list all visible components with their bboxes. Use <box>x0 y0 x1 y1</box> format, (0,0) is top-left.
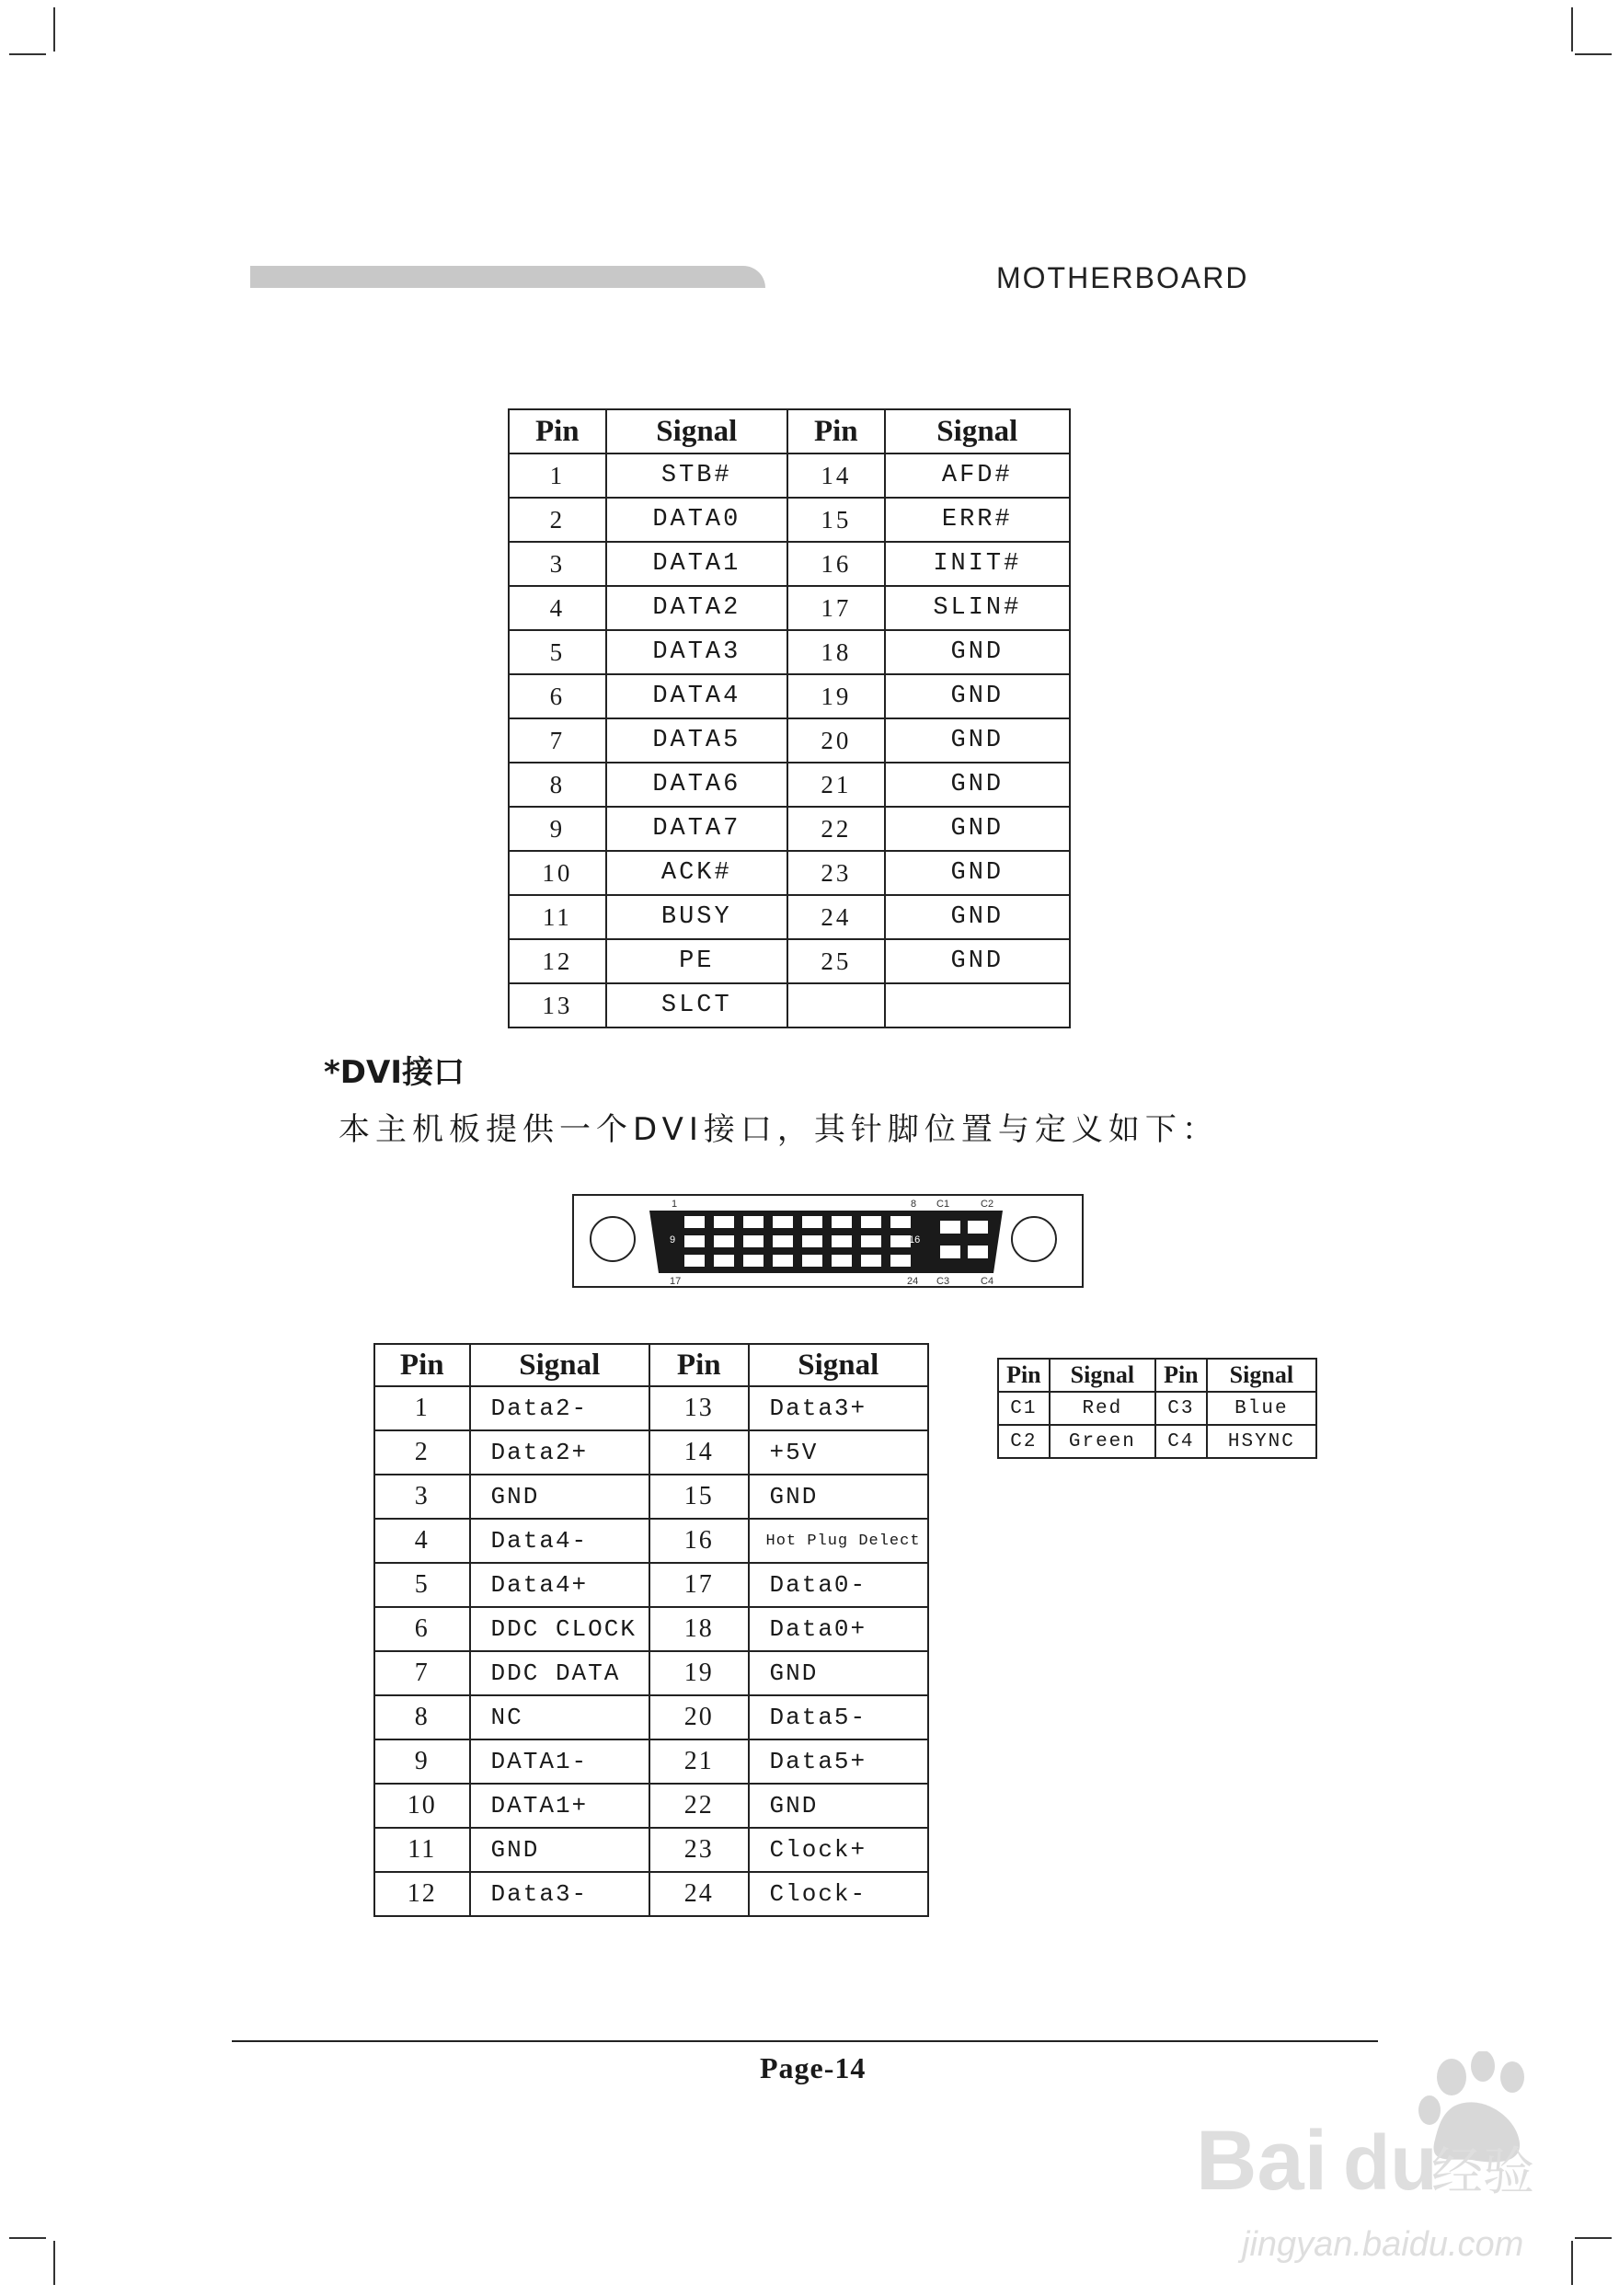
signal-name-cell: Data0- <box>749 1563 928 1607</box>
pin-label: C3 <box>936 1276 950 1287</box>
watermark-cn: 经验 <box>1431 2142 1534 2202</box>
signal-name-cell: Clock- <box>749 1872 928 1916</box>
pin-number-cell: 11 <box>509 895 606 939</box>
table-row <box>374 1475 928 1519</box>
pin-number-cell: 2 <box>374 1430 470 1475</box>
footer-divider <box>232 2040 1378 2042</box>
table-row <box>509 939 1070 983</box>
signal-name-cell: AFD# <box>885 453 1070 498</box>
table-header-row <box>374 1344 928 1386</box>
signal-name-cell: DATA5 <box>606 718 787 763</box>
pin-label: 24 <box>907 1276 919 1287</box>
signal-name-cell: Data3+ <box>749 1386 928 1430</box>
signal-name-cell: GND <box>885 807 1070 851</box>
pin-label: C1 <box>936 1199 950 1210</box>
dvi-pin <box>890 1216 911 1228</box>
table-row <box>374 1651 928 1695</box>
dvi-connector-diagram <box>572 1194 1084 1290</box>
baidu-jingyan-watermark <box>1159 2051 1545 2272</box>
signal-name-cell: GND <box>885 895 1070 939</box>
signal-column-header: Signal <box>1207 1359 1316 1392</box>
pin-label: 17 <box>670 1276 682 1287</box>
pin-number-cell: 12 <box>509 939 606 983</box>
pin-label: 9 <box>670 1234 676 1246</box>
table-row <box>374 1784 928 1828</box>
signal-name-cell: GND <box>885 630 1070 674</box>
dvi-section-description: 本主机板提供一个DVI接口，其针脚位置与定义如下： <box>339 1111 1219 1148</box>
pin-number-cell: 15 <box>649 1475 749 1519</box>
signal-name-cell: Data2+ <box>470 1430 649 1475</box>
pin-column-header: Pin <box>509 409 606 453</box>
page-number: Page-14 <box>760 2051 867 2084</box>
signal-name-cell: BUSY <box>606 895 787 939</box>
dvi-pin <box>802 1255 822 1267</box>
dvi-pin <box>773 1216 793 1228</box>
pin-number-cell: C3 <box>1155 1392 1207 1425</box>
dvi-pin <box>773 1255 793 1267</box>
pin-number-cell: 13 <box>509 983 606 1027</box>
signal-name-cell: DDC DATA <box>470 1651 649 1695</box>
pin-column-header: Pin <box>649 1344 749 1386</box>
signal-name-cell: Red <box>1050 1392 1155 1425</box>
pin-number-cell: 25 <box>787 939 885 983</box>
signal-name-cell <box>885 983 1070 1027</box>
pin-number-cell: 18 <box>787 630 885 674</box>
table-row <box>509 807 1070 851</box>
dvi-pin <box>832 1216 852 1228</box>
pin-number-cell: 15 <box>787 498 885 542</box>
dvi-pin <box>684 1216 705 1228</box>
dvi-section-title: *DVI接口 <box>324 1054 465 1091</box>
signal-name-cell: GND <box>885 674 1070 718</box>
pin-label: C4 <box>981 1276 994 1287</box>
signal-name-cell: GND <box>885 851 1070 895</box>
dvi-pin <box>684 1235 705 1247</box>
crop-mark <box>9 53 46 55</box>
pin-label: 16 <box>909 1234 921 1246</box>
pin-number-cell: 5 <box>509 630 606 674</box>
pin-number-cell: 4 <box>509 586 606 630</box>
signal-name-cell: DATA3 <box>606 630 787 674</box>
pin-number-cell <box>787 983 885 1027</box>
pin-number-cell: 20 <box>787 718 885 763</box>
pin-number-cell: 13 <box>649 1386 749 1430</box>
header-title: MOTHERBOARD <box>996 261 1249 294</box>
table-row <box>509 763 1070 807</box>
dvi-pin-table <box>373 1343 929 1917</box>
pin-number-cell: 21 <box>787 763 885 807</box>
pin-number-cell: 11 <box>374 1828 470 1872</box>
pin-number-cell: 3 <box>374 1475 470 1519</box>
pin-number-cell: 8 <box>374 1695 470 1739</box>
pin-number-cell: 21 <box>649 1739 749 1784</box>
pin-number-cell: 12 <box>374 1872 470 1916</box>
signal-name-cell: DATA2 <box>606 586 787 630</box>
pin-number-cell: 17 <box>787 586 885 630</box>
signal-name-cell: NC <box>470 1695 649 1739</box>
crop-mark <box>53 7 55 52</box>
pin-number-cell: 16 <box>649 1519 749 1563</box>
pin-number-cell: 20 <box>649 1695 749 1739</box>
signal-name-cell: ERR# <box>885 498 1070 542</box>
pin-column-header: Pin <box>998 1359 1050 1392</box>
pin-number-cell: 8 <box>509 763 606 807</box>
table-row <box>509 718 1070 763</box>
dvi-pin <box>714 1255 734 1267</box>
dvi-pin <box>802 1235 822 1247</box>
signal-name-cell: Data2- <box>470 1386 649 1430</box>
signal-name-cell: GND <box>749 1475 928 1519</box>
table-row <box>509 895 1070 939</box>
signal-name-cell: SLIN# <box>885 586 1070 630</box>
signal-column-header: Signal <box>470 1344 649 1386</box>
pin-number-cell: C2 <box>998 1425 1050 1458</box>
dvi-pin <box>861 1216 881 1228</box>
pin-number-cell: 24 <box>649 1872 749 1916</box>
pin-number-cell: 5 <box>374 1563 470 1607</box>
pin-number-cell: 22 <box>649 1784 749 1828</box>
table-row <box>998 1392 1316 1425</box>
signal-column-header: Signal <box>1050 1359 1155 1392</box>
table-row <box>374 1607 928 1651</box>
dvi-pin <box>714 1235 734 1247</box>
pin-number-cell: 7 <box>509 718 606 763</box>
signal-name-cell: SLCT <box>606 983 787 1027</box>
dvi-pin <box>684 1255 705 1267</box>
signal-name-cell: HSYNC <box>1207 1425 1316 1458</box>
table-row <box>374 1519 928 1563</box>
watermark-url: jingyan.baidu.com <box>1242 2225 1524 2264</box>
pin-number-cell: C1 <box>998 1392 1050 1425</box>
pin-number-cell: 19 <box>787 674 885 718</box>
signal-name-cell: DATA4 <box>606 674 787 718</box>
pin-column-header: Pin <box>787 409 885 453</box>
pin-label: 8 <box>911 1199 917 1210</box>
dvi-pin <box>832 1255 852 1267</box>
pin-number-cell: 23 <box>787 851 885 895</box>
pin-number-cell: 10 <box>374 1784 470 1828</box>
signal-name-cell: GND <box>885 718 1070 763</box>
dvi-pin <box>861 1235 881 1247</box>
dvi-analog-pin-table <box>997 1358 1317 1459</box>
signal-name-cell: Blue <box>1207 1392 1316 1425</box>
crop-mark <box>1575 2237 1612 2239</box>
signal-name-cell: DATA6 <box>606 763 787 807</box>
signal-name-cell: Hot Plug Delect <box>749 1519 928 1563</box>
signal-name-cell: PE <box>606 939 787 983</box>
signal-name-cell: GND <box>470 1828 649 1872</box>
table-row <box>509 586 1070 630</box>
signal-name-cell: DATA1 <box>606 542 787 586</box>
pin-number-cell: 1 <box>509 453 606 498</box>
table-row <box>374 1828 928 1872</box>
dvi-pin <box>832 1235 852 1247</box>
signal-name-cell: Data4+ <box>470 1563 649 1607</box>
crop-mark <box>9 2237 46 2239</box>
dvi-pin <box>890 1235 911 1247</box>
pin-column-header: Pin <box>374 1344 470 1386</box>
signal-name-cell: GND <box>749 1784 928 1828</box>
crop-mark <box>1571 7 1573 52</box>
pin-column-header: Pin <box>1155 1359 1207 1392</box>
pin-number-cell: 17 <box>649 1563 749 1607</box>
dvi-pin <box>861 1255 881 1267</box>
pin-number-cell: 9 <box>374 1739 470 1784</box>
pin-number-cell: C4 <box>1155 1425 1207 1458</box>
table-row <box>509 498 1070 542</box>
signal-name-cell: GND <box>470 1475 649 1519</box>
dvi-pin <box>743 1216 764 1228</box>
table-row <box>374 1563 928 1607</box>
signal-name-cell: DDC CLOCK <box>470 1607 649 1651</box>
pin-label: 1 <box>672 1199 678 1210</box>
pin-number-cell: 1 <box>374 1386 470 1430</box>
header-bar <box>250 266 765 288</box>
signal-name-cell: DATA0 <box>606 498 787 542</box>
pin-number-cell: 22 <box>787 807 885 851</box>
signal-name-cell: Data3- <box>470 1872 649 1916</box>
pin-number-cell: 14 <box>787 453 885 498</box>
signal-name-cell: Data5+ <box>749 1739 928 1784</box>
table-header-row <box>998 1359 1316 1392</box>
watermark-brand-du: du <box>1343 2119 1438 2206</box>
signal-name-cell: STB# <box>606 453 787 498</box>
signal-name-cell: DATA7 <box>606 807 787 851</box>
pin-number-cell: 18 <box>649 1607 749 1651</box>
table-header-row <box>509 409 1070 453</box>
table-row <box>509 453 1070 498</box>
signal-name-cell: GND <box>749 1651 928 1695</box>
signal-name-cell: Data0+ <box>749 1607 928 1651</box>
watermark-brand: Bai <box>1196 2114 1328 2208</box>
pin-number-cell: 6 <box>374 1607 470 1651</box>
table-row <box>374 1695 928 1739</box>
table-row <box>509 851 1070 895</box>
signal-name-cell: Clock+ <box>749 1828 928 1872</box>
signal-name-cell: Data5- <box>749 1695 928 1739</box>
table-row <box>509 630 1070 674</box>
signal-name-cell: Data4- <box>470 1519 649 1563</box>
pin-number-cell: 4 <box>374 1519 470 1563</box>
dvi-pin <box>890 1255 911 1267</box>
signal-name-cell: +5V <box>749 1430 928 1475</box>
crop-mark <box>1575 53 1612 55</box>
table-row <box>998 1425 1316 1458</box>
table-row <box>509 983 1070 1027</box>
table-row <box>374 1386 928 1430</box>
signal-name-cell: INIT# <box>885 542 1070 586</box>
pin-number-cell: 10 <box>509 851 606 895</box>
dvi-pin <box>714 1216 734 1228</box>
pin-number-cell: 14 <box>649 1430 749 1475</box>
dvi-pin <box>802 1216 822 1228</box>
pin-number-cell: 2 <box>509 498 606 542</box>
table-row <box>509 674 1070 718</box>
signal-column-header: Signal <box>749 1344 928 1386</box>
signal-name-cell: DATA1+ <box>470 1784 649 1828</box>
signal-column-header: Signal <box>606 409 787 453</box>
mounting-hole-left <box>591 1217 635 1261</box>
pin-number-cell: 16 <box>787 542 885 586</box>
signal-name-cell: ACK# <box>606 851 787 895</box>
pin-label: C2 <box>981 1199 994 1210</box>
table-row <box>509 542 1070 586</box>
table-row <box>374 1430 928 1475</box>
table-row <box>374 1739 928 1784</box>
pin-number-cell: 9 <box>509 807 606 851</box>
table-row <box>374 1872 928 1916</box>
lpt-pin-table <box>508 408 1071 1028</box>
signal-name-cell: DATA1- <box>470 1739 649 1784</box>
dvi-pin <box>743 1235 764 1247</box>
crop-mark <box>53 2241 55 2285</box>
pin-number-cell: 24 <box>787 895 885 939</box>
pin-number-cell: 19 <box>649 1651 749 1695</box>
signal-name-cell: Green <box>1050 1425 1155 1458</box>
signal-name-cell: GND <box>885 939 1070 983</box>
mounting-hole-right <box>1012 1217 1056 1261</box>
pin-number-cell: 23 <box>649 1828 749 1872</box>
pin-number-cell: 6 <box>509 674 606 718</box>
dvi-pin <box>743 1255 764 1267</box>
signal-column-header: Signal <box>885 409 1070 453</box>
pin-number-cell: 3 <box>509 542 606 586</box>
dvi-pin <box>773 1235 793 1247</box>
crop-mark <box>1571 2241 1573 2285</box>
pin-number-cell: 7 <box>374 1651 470 1695</box>
signal-name-cell: GND <box>885 763 1070 807</box>
